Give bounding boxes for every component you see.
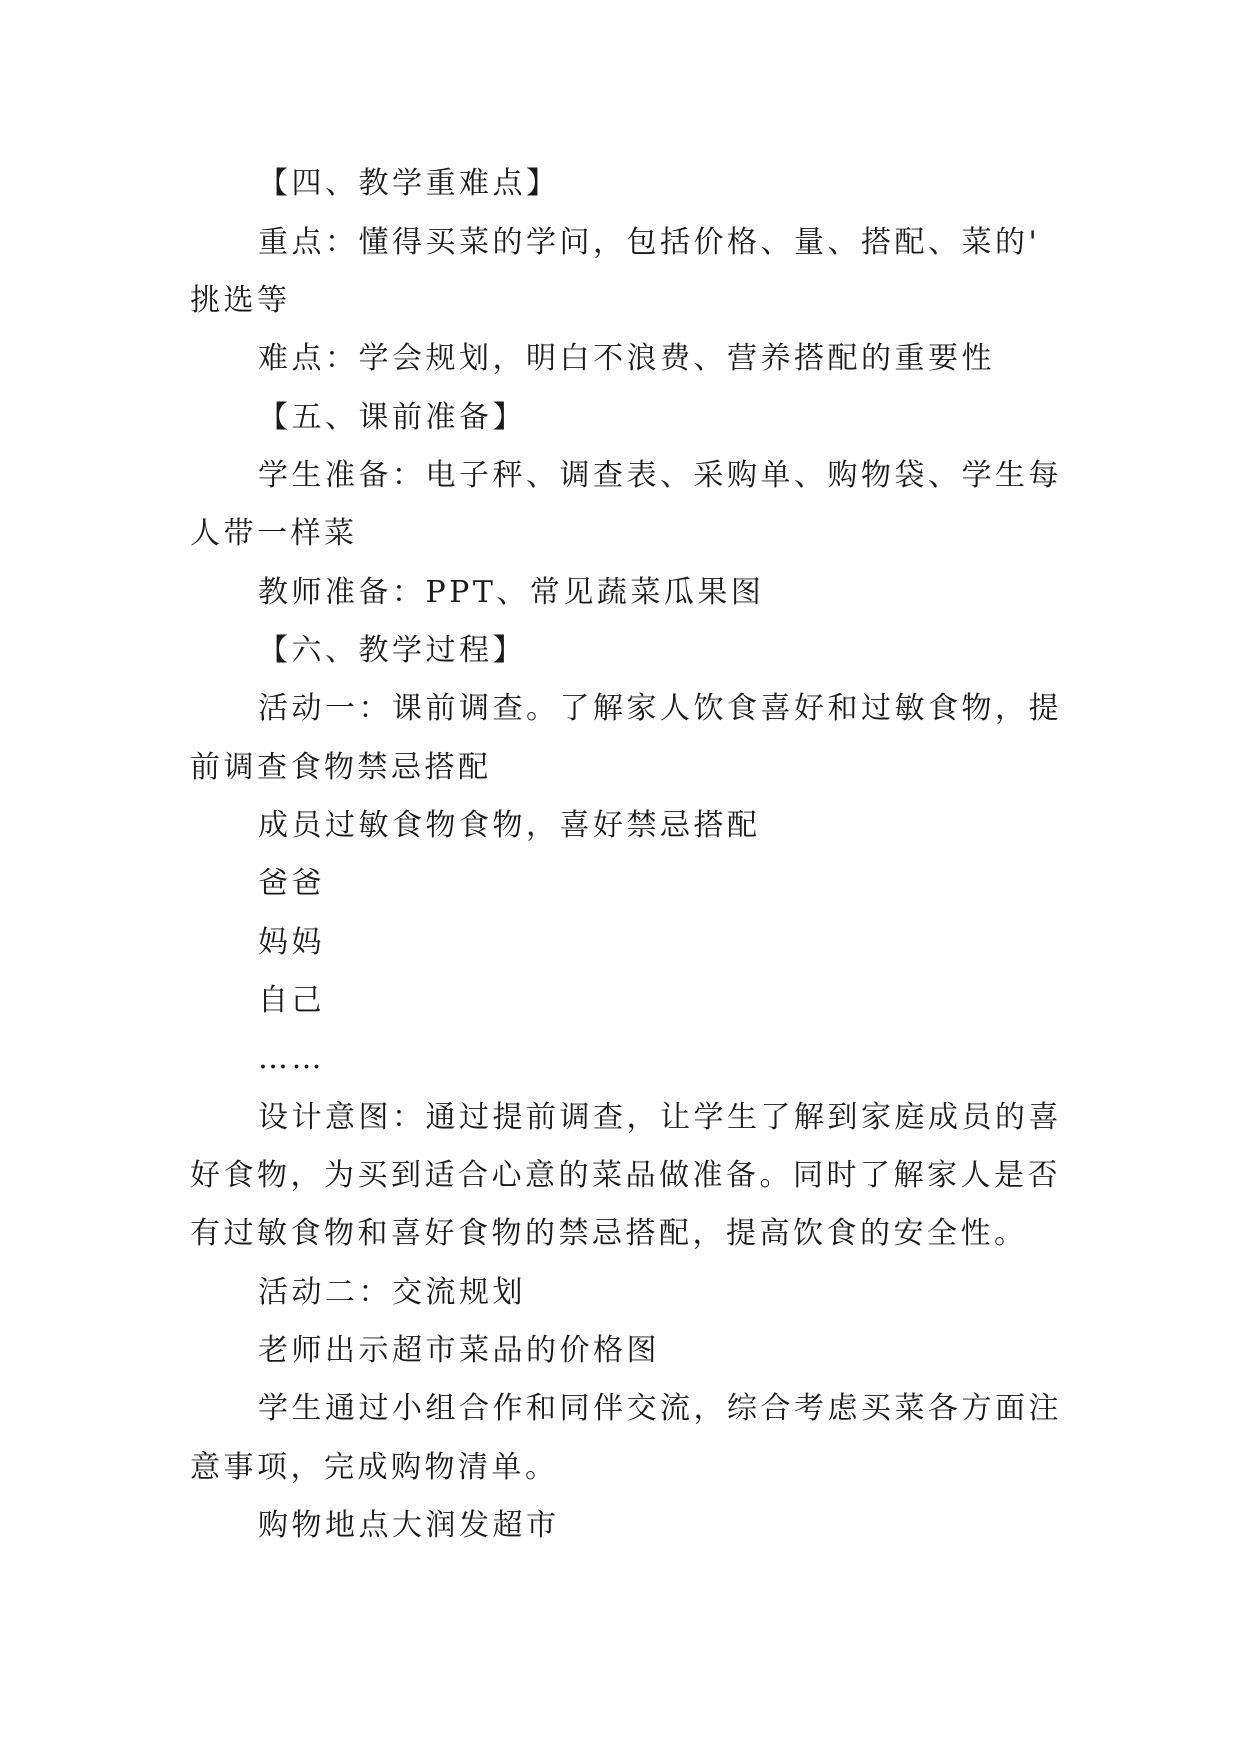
paragraph-activity1-line2: 前调查食物禁忌搭配 [190,750,492,785]
paragraph-activity2-title: 活动二：交流规划 [258,1275,526,1310]
table-header-line: 成员过敏食物食物，喜好禁忌搭配 [258,808,761,843]
table-row-dad: 爸爸 [258,866,325,901]
paragraph-student-prep-line1: 学生准备：电子秤、调查表、采购单、购物袋、学生每 [258,458,1062,493]
section-heading-4: 【四、教学重难点】 [258,166,560,201]
paragraph-teacher-shows: 老师出示超市菜品的价格图 [258,1333,660,1368]
table-row-self: 自己 [258,983,325,1018]
paragraph-shopping-location: 购物地点大润发超市 [258,1508,560,1543]
ellipsis-line: …… [258,1041,325,1076]
section-heading-6: 【六、教学过程】 [258,633,526,668]
paragraph-students-line1: 学生通过小组合作和同伴交流，综合考虑买菜各方面注 [258,1391,1062,1426]
section-heading-5: 【五、课前准备】 [258,400,526,435]
paragraph-activity1-line1: 活动一：课前调查。了解家人饮食喜好和过敏食物，提 [258,691,1062,726]
paragraph-students-line2: 意事项，完成购物清单。 [190,1450,559,1485]
paragraph-design-intent-line1: 设计意图：通过提前调查，让学生了解到家庭成员的喜 [258,1100,1062,1135]
paragraph-difficulties: 难点：学会规划，明白不浪费、营养搭配的重要性 [258,341,995,376]
paragraph-key-points-line1: 重点：懂得买菜的学问，包括价格、量、搭配、菜的' [258,225,1041,260]
paragraph-key-points-line2: 挑选等 [190,283,291,318]
paragraph-design-intent-line2: 好食物，为买到适合心意的菜品做准备。同时了解家人是否 [190,1158,1061,1193]
paragraph-teacher-prep: 教师准备：PPT、常见蔬菜瓜果图 [258,575,765,610]
table-row-mom: 妈妈 [258,925,325,960]
paragraph-student-prep-line2: 人带一样菜 [190,516,358,551]
paragraph-design-intent-line3: 有过敏食物和喜好食物的禁忌搭配，提高饮食的安全性。 [190,1216,1028,1251]
